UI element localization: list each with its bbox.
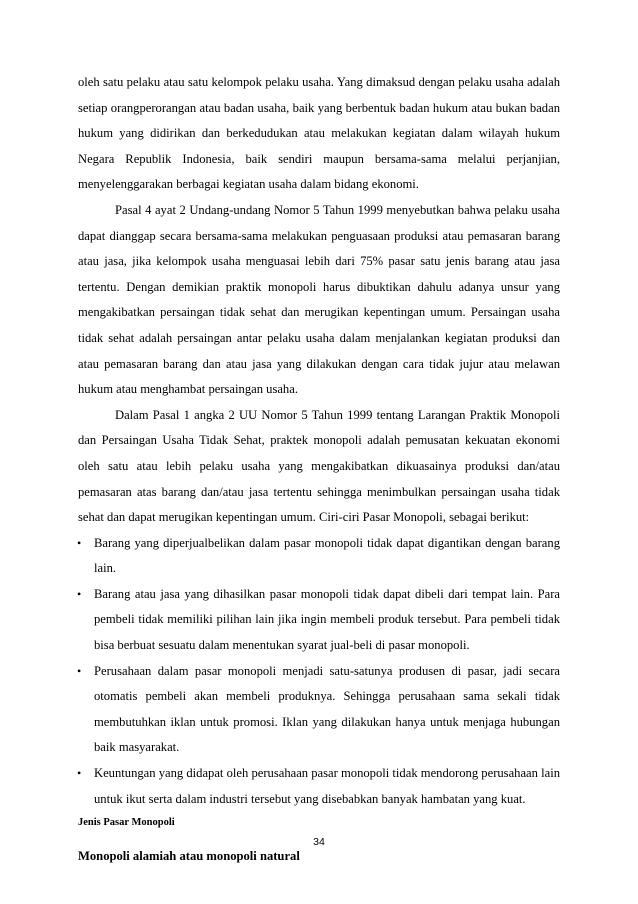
bullet-icon: • (77, 663, 82, 678)
list-item (78, 531, 560, 582)
ciri-pasar-monopoli-list (78, 531, 560, 813)
bullet-icon: • (77, 766, 82, 781)
list-item-text: Barang yang diperjualbelikan dalam pasar monopoli tidak dapat digantikan dengan barang lain. (94, 535, 560, 576)
list-item-text: Barang atau jasa yang dihasilkan pasar monopoli tidak dapat dibeli dari tempat lain. Para pembeli tidak memiliki pilihan lain jika ingin membeli produk tersebut. Para pembeli tidak bisa berbuat sesuatu dalam menentukan syarat jual-beli di pasar monopoli. (94, 586, 560, 653)
section-heading-jenis-pasar: Jenis Pasar Monopoli (78, 817, 175, 829)
list-item-text: Keuntungan yang didapat oleh perusahaan pasar monopoli tidak mendorong perusahaan lain untuk ikut serta dalam industri tersebut yang disebabkan banyak hambatan yang kuat. (94, 766, 560, 806)
paragraph-pasal-1: Dalam Pasal 1 angka 2 UU Nomor 5 Tahun 1999 tentang Larangan Praktik Monopoli dan Persaingan Usaha Tidak Sehat, praktek monopoli adalah pemusatan kekuatan ekonomi oleh satu atau lebih pelaku usaha yang mengakibatkan dikuasainya produksi dan/atau pemasaran atas barang dan/atau jasa tertentu sehingga menimbulkan persaingan usaha tidak sehat dan dapat merugikan kepentingan umum. Ciri-ciri Pasar Monopoli, sebagai berikut: (78, 407, 560, 525)
bullet-icon: • (77, 535, 82, 550)
paragraph-pasal-4: Pasal 4 ayat 2 Undang-undang Nomor 5 Tahun 1999 menyebutkan bahwa pelaku usaha dapat dianggap secara bersama-sama melakukan penguasaan produksi atau pemasaran barang atau jasa, jika kelompok usaha menguasai lebih dari 75% pasar satu jenis barang atau jasa tertentu. Dengan demikian praktik monopoli harus dibuktikan dahulu adanya unsur yang mengakibatkan persaingan tidak sehat dan merugikan kepentingan umum. Persaingan usaha tidak sehat adalah persaingan antar pelaku usaha dalam menjalankan kegiatan produksi dan atau pemasaran barang dan atau jasa yang dilakukan dengan cara tidak jujur atau melawan hukum atau menghambat persaingan usaha. (78, 202, 560, 397)
list-item (78, 761, 560, 812)
bullet-icon: • (77, 586, 82, 601)
paragraph-pelaku-usaha: oleh satu pelaku atau satu kelompok pelaku usaha. Yang dimaksud dengan pelaku usaha adalah setiap orangperorangan atau badan usaha, baik yang berbentuk badan hukum atau bukan badan hukum yang didirikan dan berkedudukan atau melakukan kegiatan dalam wilayah hukum Negara Republik Indonesia, baik sendiri maupun bersama-sama melalui perjanjian, menyelenggarakan berbagai kegiatan usaha dalam bidang ekonomi. (78, 75, 560, 192)
document-page (78, 70, 560, 866)
list-item (78, 582, 560, 659)
list-item (78, 659, 560, 761)
section-heading-monopoli-alamiah: Monopoli alamiah atau monopoli natural (78, 849, 300, 864)
page-number: 34 (313, 836, 325, 848)
list-item-text: Perusahaan dalam pasar monopoli menjadi satu-satunya produsen di pasar, jadi secara otomatis pembeli akan membeli produknya. Sehingga perusahaan sama sekali tidak membutuhkan iklan untuk promosi. Iklan yang dilakukan hanya untuk menjaga hubungan baik masyarakat. (94, 663, 560, 755)
